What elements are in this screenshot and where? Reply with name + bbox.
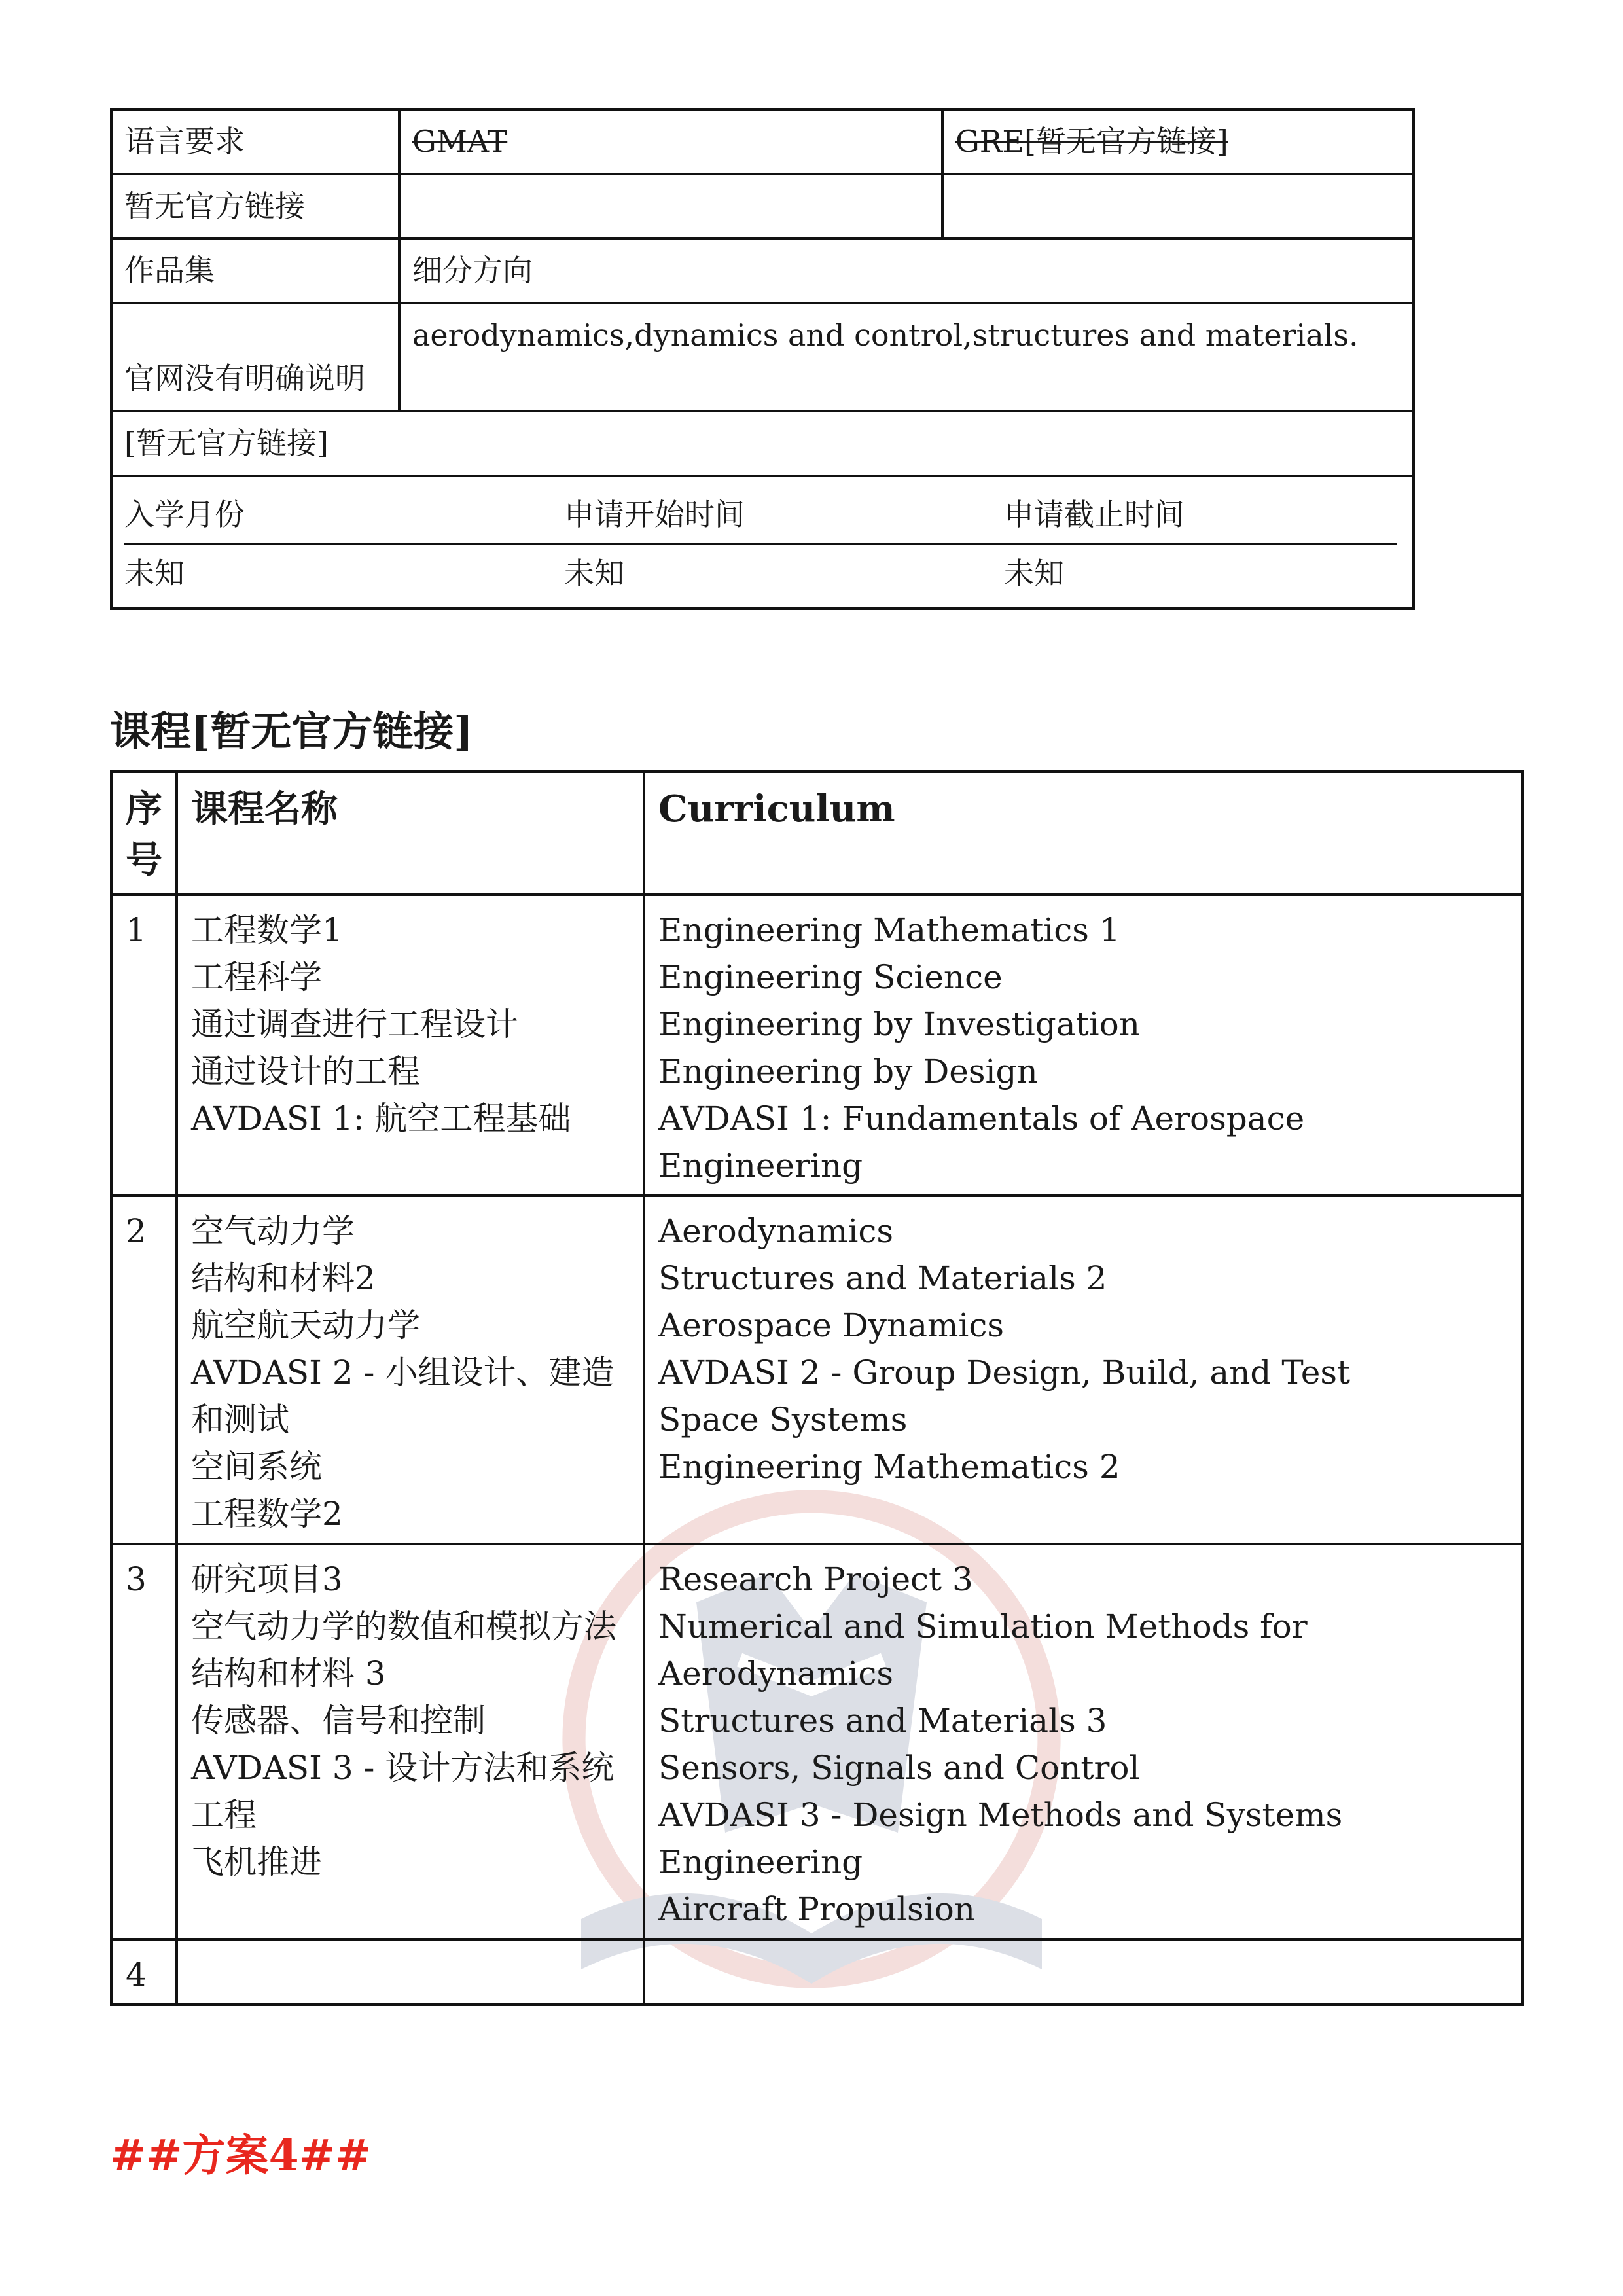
curriculum-en bbox=[644, 895, 1522, 1196]
curriculum-item: Aerodynamics bbox=[658, 1212, 894, 1250]
table-row bbox=[111, 1544, 1522, 1939]
row-index: 3 bbox=[111, 1544, 177, 1939]
link-note: [暂无官方链接] bbox=[111, 411, 1414, 476]
empty-cell bbox=[399, 174, 942, 239]
course-name: AVDASI 3 - 设计方法和系统工程 bbox=[191, 1749, 615, 1834]
course-names-cn bbox=[177, 1196, 644, 1544]
curriculum-item: AVDASI 1: Fundamentals of Aerospace Engineering bbox=[658, 1100, 1305, 1185]
application-start-value: 未知 bbox=[564, 556, 624, 592]
curriculum-item: Structures and Materials 2 bbox=[658, 1259, 1107, 1297]
course-name: 工程数学2 bbox=[191, 1495, 343, 1533]
course-names-cn bbox=[177, 895, 644, 1196]
course-name: 工程数学1 bbox=[191, 911, 343, 949]
curriculum-header: Curriculum bbox=[644, 772, 1522, 895]
index-header: 序号 bbox=[111, 772, 177, 895]
table-row bbox=[111, 174, 1414, 239]
portfolio-value: 官网没有明确说明 bbox=[111, 303, 399, 411]
curriculum-item: Engineering by Investigation bbox=[658, 1005, 1140, 1043]
course-name: 结构和材料 3 bbox=[191, 1655, 386, 1693]
course-name: AVDASI 1: 航空工程基础 bbox=[191, 1100, 571, 1138]
no-link-note: 暂无官方链接 bbox=[111, 174, 399, 239]
curriculum-item: Numerical and Simulation Methods for Aerodynamics bbox=[658, 1607, 1308, 1693]
course-name: 研究项目3 bbox=[191, 1560, 343, 1598]
application-deadline-value: 未知 bbox=[1004, 556, 1064, 592]
course-name: 航空航天动力学 bbox=[191, 1306, 420, 1344]
language-label: 语言要求 bbox=[111, 109, 399, 174]
row-index: 2 bbox=[111, 1196, 177, 1544]
row-index: 4 bbox=[111, 1939, 177, 2005]
curriculum-item: AVDASI 2 - Group Design, Build, and Test bbox=[658, 1354, 1351, 1391]
table-row bbox=[111, 1939, 1522, 2005]
curriculum-item: Aircraft Propulsion bbox=[658, 1890, 976, 1928]
curriculum-en bbox=[644, 1939, 1522, 2005]
course-name: 空气动力学的数值和模拟方法 bbox=[191, 1607, 616, 1645]
table-row bbox=[111, 1196, 1522, 1544]
course-name: 飞机推进 bbox=[191, 1843, 322, 1881]
courses-table bbox=[110, 770, 1524, 2006]
application-deadline-label: 申请截止时间 bbox=[1004, 477, 1397, 546]
curriculum-en bbox=[644, 1544, 1522, 1939]
table-row bbox=[111, 476, 1414, 609]
table-header-row bbox=[111, 772, 1522, 895]
row-index: 1 bbox=[111, 895, 177, 1196]
table-row bbox=[111, 895, 1522, 1196]
dates-cell bbox=[111, 476, 1414, 609]
subfield-value: aerodynamics,dynamics and control,structures and materials. bbox=[399, 303, 1414, 411]
curriculum-item: Engineering Science bbox=[658, 958, 1003, 996]
course-name: 通过调查进行工程设计 bbox=[191, 1005, 518, 1043]
course-names-cn bbox=[177, 1544, 644, 1939]
curriculum-item: Space Systems bbox=[658, 1401, 908, 1439]
enroll-month-label: 入学月份 bbox=[124, 477, 564, 546]
course-name: 结构和材料2 bbox=[191, 1259, 376, 1297]
curriculum-item: Research Project 3 bbox=[658, 1560, 973, 1598]
gmat-value: GMAT bbox=[399, 109, 942, 174]
course-name-header: 课程名称 bbox=[177, 772, 644, 895]
portfolio-label: 作品集 bbox=[111, 238, 399, 303]
curriculum-item: Aerospace Dynamics bbox=[658, 1306, 1005, 1344]
application-start-label: 申请开始时间 bbox=[564, 477, 1004, 546]
subfield-label: 细分方向 bbox=[399, 238, 1414, 303]
enroll-month-value: 未知 bbox=[124, 556, 185, 592]
course-name: 空气动力学 bbox=[191, 1212, 355, 1250]
table-row bbox=[111, 238, 1414, 303]
courses-section-title: 课程[暂无官方链接] bbox=[110, 708, 473, 755]
curriculum-item: Engineering Mathematics 2 bbox=[658, 1448, 1120, 1486]
table-row bbox=[111, 303, 1414, 411]
course-names-cn bbox=[177, 1939, 644, 2005]
plan-heading: ##方案4## bbox=[110, 2130, 372, 2181]
curriculum-item: Engineering by Design bbox=[658, 1052, 1038, 1090]
curriculum-item: AVDASI 3 - Design Methods and Systems Engineering bbox=[658, 1796, 1343, 1881]
course-name: 通过设计的工程 bbox=[191, 1052, 420, 1090]
empty-cell bbox=[942, 174, 1414, 239]
requirements-table bbox=[110, 108, 1415, 610]
course-name: 空间系统 bbox=[191, 1448, 322, 1486]
course-name: 工程科学 bbox=[191, 958, 322, 996]
table-row bbox=[111, 411, 1414, 476]
curriculum-item: Engineering Mathematics 1 bbox=[658, 911, 1120, 949]
gre-value: GRE[暂无官方链接] bbox=[942, 109, 1414, 174]
course-name: 传感器、信号和控制 bbox=[191, 1702, 486, 1740]
table-row bbox=[111, 109, 1414, 174]
course-name: AVDASI 2 - 小组设计、建造和测试 bbox=[191, 1354, 615, 1439]
curriculum-item: Structures and Materials 3 bbox=[658, 1702, 1107, 1740]
curriculum-item: Sensors, Signals and Control bbox=[658, 1749, 1140, 1787]
curriculum-en bbox=[644, 1196, 1522, 1544]
